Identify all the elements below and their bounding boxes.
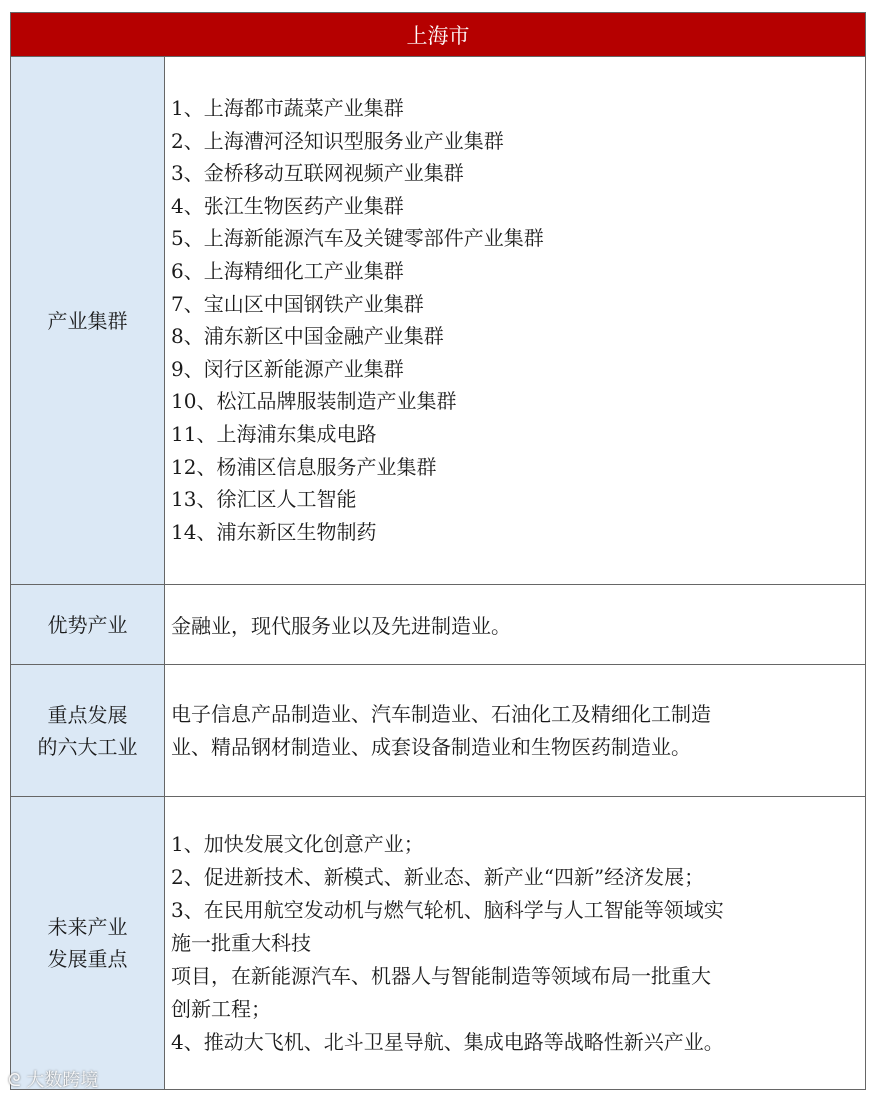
table-row-industry-clusters (11, 57, 865, 585)
label-line: 重点发展 (47, 702, 128, 727)
list-item: 12、杨浦区信息服务产业集群 (171, 454, 437, 479)
list-item: 3、金桥移动互联网视频产业集群 (171, 161, 464, 186)
list-item: 1、上海都市蔬菜产业集群 (171, 96, 404, 120)
row-content (165, 665, 865, 796)
watermark-logo-icon: ᘓ (8, 1070, 27, 1091)
row-content (165, 57, 865, 584)
table-row-future-focus (11, 797, 865, 1089)
watermark (8, 1066, 98, 1092)
list-item: 11、上海浦东集成电路 (171, 421, 377, 446)
list-item: 8、浦东新区中国金融产业集群 (171, 324, 444, 349)
shanghai-industry-table (10, 12, 866, 1090)
text-line: 业、精品钢材制造业、成套设备制造业和生物医药制造业。 (171, 734, 691, 759)
list-item: 6、上海精细化工产业集群 (171, 258, 404, 283)
text-line: 施一批重大科技 (171, 930, 311, 955)
text-line: 金融业，现代服务业以及先进制造业。 (171, 614, 511, 638)
table-title: 上海市 (11, 13, 865, 57)
text-line: 电子信息产品制造业、汽车制造业、石油化工及精细化工制造 (171, 701, 711, 726)
row-content (165, 797, 865, 1089)
table-row-six-key-industries (11, 665, 865, 797)
text-line: 4、推动大飞机、北斗卫星导航、集成电路等战略性新兴产业。 (171, 1029, 724, 1054)
row-label: 产业集群 (11, 57, 165, 584)
row-label: 优势产业 (11, 585, 165, 664)
label-line: 未来产业 (47, 915, 128, 939)
list-item: 2、上海漕河泾知识型服务业产业集群 (171, 128, 504, 153)
label-line: 的六大工业 (37, 734, 138, 759)
row-label (11, 665, 165, 796)
list-item: 7、宝山区中国钢铁产业集群 (171, 291, 424, 316)
list-item: 10、松江品牌服装制造产业集群 (171, 389, 457, 414)
text-line: 3、在民用航空发动机与燃气轮机、脑科学与人工智能等领域实 (171, 897, 724, 922)
list-item: 4、张江生物医药产业集群 (171, 193, 404, 218)
row-content (165, 585, 865, 664)
text-line: 创新工程； (171, 996, 271, 1021)
list-item: 13、徐汇区人工智能 (171, 487, 357, 512)
text-line: 2、促进新技术、新模式、新业态、新产业“四新”经济发展； (171, 864, 705, 889)
list-item: 5、上海新能源汽车及关键零部件产业集群 (171, 226, 544, 251)
label-line: 发展重点 (47, 947, 128, 971)
watermark-text: 大数跨境 (26, 1070, 99, 1091)
text-line: 项目，在新能源汽车、机器人与智能制造等领域布局一批重大 (171, 963, 711, 988)
list-item: 9、闵行区新能源产业集群 (171, 356, 404, 381)
text-line: 1、加快发展文化创意产业； (171, 831, 424, 856)
list-item: 14、浦东新区生物制药 (171, 519, 377, 544)
row-label (11, 797, 165, 1089)
table-row-advantage-industries (11, 585, 865, 665)
